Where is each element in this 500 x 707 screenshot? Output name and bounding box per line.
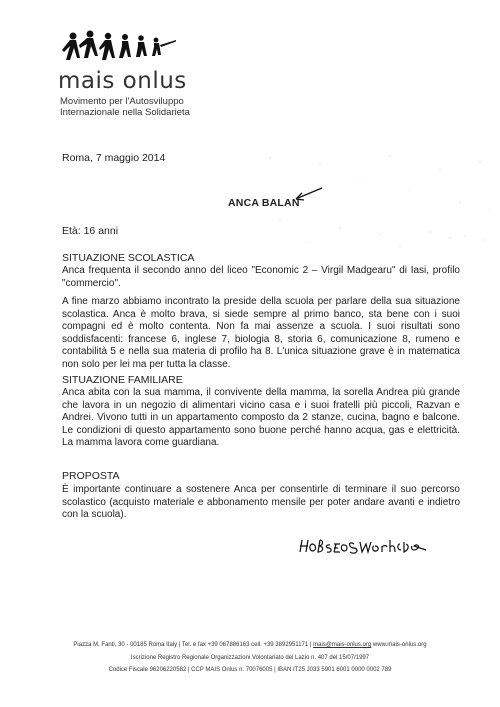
paragraph-text: Anca frequenta il secondo anno del liceo "Economic 2 – Virgil Madgearu" di Iasi, profilo "commercio".: [62, 265, 460, 289]
pointer-arrow-icon: [290, 186, 324, 204]
footer-contact-line: [0, 642, 500, 648]
section-heading-proposal: PROPOSTA: [62, 470, 120, 482]
letter-date: Roma, 7 maggio 2014: [62, 152, 166, 164]
paragraph-text: A fine marzo abbiamo incontrato la preside della scuola per parlare della sua situazione scolastica. Anca è molto brava, si siede sempre al primo banco, sta bene con i suoi compagni ed è molto contenta. Non fa mai assenze a scuola. I suoi risultati sono soddisfacenti: francese 6, inglese 7, biologia 8, storia 6, comunicazione 8, rumeno e contabilità 5 e nella sua materia di profilo ha 8. L'unica situazione grave è in matematica non solo per lei ma per tutta la classe.: [62, 296, 460, 370]
footer-website[interactable]: www.mais-onlus.org: [371, 642, 427, 648]
tagline-line-1: Movimento per l'Autosviluppo: [60, 96, 184, 107]
school-paragraph-1: [62, 265, 460, 290]
signature-icon: [296, 530, 436, 560]
student-age: Età: 16 anni: [62, 225, 119, 237]
paragraph-text: È importante continuare a sostenere Anca per consentirle di terminare il suo percorso scolastico (acquisto materiale e abbonamento mensile per poter andare avanti e indietro con la scuola).: [62, 484, 460, 521]
footer-registry-line: Iscrizione Registro Regionale Organizzazioni Volontariato del Lazio n. 407 del 15/07/1997: [130, 655, 370, 661]
section-heading-school: SITUAZIONE SCOLASTICA: [62, 252, 195, 264]
tagline-line-2: Internazionale nella Solidarieta: [60, 107, 190, 118]
footer-email-link[interactable]: mais@mais-onlus.org: [313, 642, 372, 648]
people-logo-icon: [58, 28, 178, 72]
school-paragraph-2: [62, 296, 460, 372]
organization-name: mais onlus: [58, 68, 187, 94]
paragraph-text: Anca abita con la sua mamma, il convivente della mamma, la sorella Andrea più grande che lavora in un negozio di alimentari vicino casa e i suoi fratelli più piccoli, Razvan e Andrei. Vivono tutti in un appartamento composto da 2 stanze, cucina, bagno e balcone. Le condizioni di questo appartamento sono buone perché hanno acqua, gas e elettricità. La mamma lavora come guardiana.: [62, 387, 460, 449]
student-name: ANCA BALAN: [228, 197, 300, 209]
proposal-paragraph: [62, 484, 460, 522]
section-heading-family: SITUAZIONE FAMILIARE: [62, 374, 183, 386]
family-paragraph: [62, 387, 460, 450]
footer-fiscal-line: Codice Fiscale 96206220582 | CCP MAIS Onlus n. 70076005 | IBAN IT25 J033 5901 6001 0000 0002 789: [108, 667, 392, 673]
footer-address: Piazza M. Fanti, 30 - 00185 Roma Italy | Tel. e fax +39 067886163 cell. +39 3892951171 |: [73, 642, 314, 648]
